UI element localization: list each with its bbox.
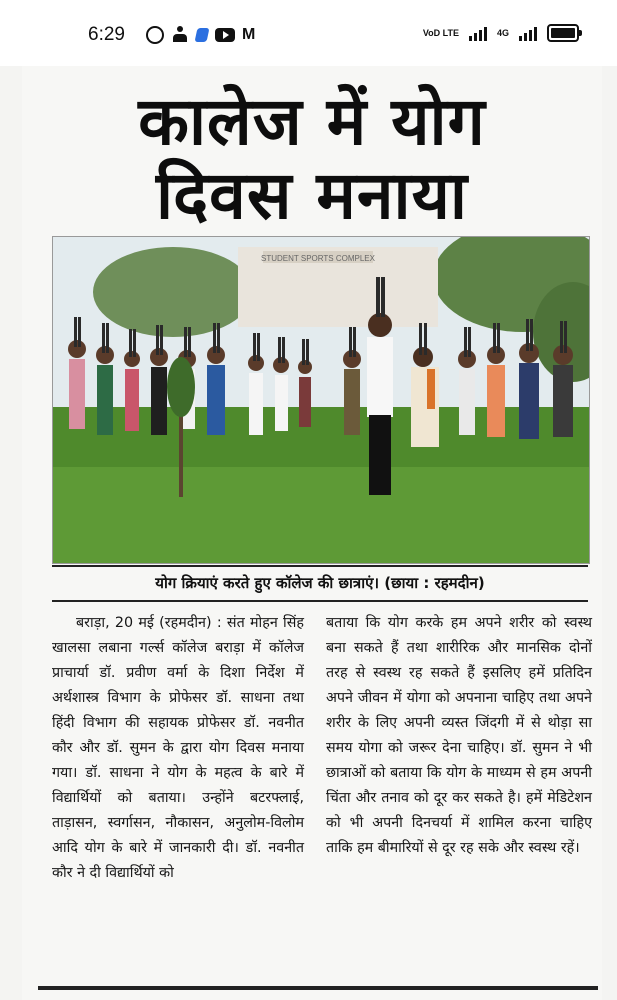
status-bar — [0, 0, 617, 66]
newspaper-clipping — [22, 66, 602, 1000]
signal-icon-2 — [519, 25, 537, 41]
notification-icons — [146, 26, 255, 44]
system-indicators — [423, 24, 579, 42]
article-text-col1: बराड़ा, 20 मई (रहमदीन) : संत मोहन सिंह खालसा लबाना गर्ल्स कॉलेज बराड़ा में कॉलेज प्राचार्या डॉ. प्रवीण वर्मा के दिशा निर्देश में अर्थशास्त्र विभाग के प्रोफेसर डॉ. साधना तथा हिंदी विभाग की सहायक प्रोफेसर डॉ. नवनीत कौर और डॉ. सुमन के द्वारा योग दिवस मनाया गया। डॉ. साधना ने योग के महत्व के बारे में विद्यार्थियों को बताया। उन्होंने बटरफ्लाई, ताड़ासन, स्वर्गासन, नौकासन, अनुलोम-विलोम आदि योग के बारे में जानकारी दी। डॉ. नवनीत कौर ने दी विद्यार्थियों को — [52, 615, 304, 881]
caption-rule-bottom — [52, 600, 588, 602]
whatsapp-icon — [146, 26, 164, 44]
bottom-rule — [38, 986, 598, 990]
caption-rule-top — [52, 565, 588, 567]
article-text-col2: बताया कि योग करके हम अपने शरीर को स्वस्थ बना सकते हैं तथा शारीरिक और मानसिक दोनों तरह से स्वस्थ रह सकते हैं इसलिए हमें प्रतिदिन अपने जीवन में योगा को अपनाना चाहिए तथा अपने शरीर के लिए अपनी व्यस्त जिंदगी में से थोड़ा सा समय योगा को जरूर देना चाहिए। डॉ. सुमन ने भी छात्राओं को बताया कि योग के माध्यम से हम अपनी चिंता और तनाव को दूर कर सकते है। हमें मेडिटेशन को भी अपनी दिनचर्या में शामिल करना चाहिए ताकि हम बीमारियों से दूर रह सके और स्वस्थ रहें। — [326, 615, 592, 856]
headline-line-2: दिवस मनाया — [156, 157, 468, 234]
article-column-2 — [326, 611, 592, 861]
blue-app-icon — [195, 28, 210, 42]
article-column-1 — [52, 611, 304, 886]
photo-caption: योग क्रियाएं करते हुए कॉलेज की छात्राएं। (छाया : रहमदीन) — [155, 574, 485, 592]
yoga-photo — [52, 236, 590, 564]
person-icon — [171, 26, 189, 44]
network-4g-icon: 4G — [496, 27, 509, 38]
headline-line-1: कालेज में योग — [138, 83, 486, 160]
volte-icon: VoD LTE — [422, 27, 459, 38]
battery-icon — [547, 24, 579, 42]
gmail-icon: M — [242, 26, 256, 43]
status-time: 6:29 — [88, 24, 125, 45]
youtube-icon — [215, 28, 235, 42]
photo-banner-text: STUDENT SPORTS COMPLEX — [261, 254, 375, 263]
signal-icon — [469, 25, 487, 41]
yoga-photo-illustration — [53, 237, 589, 563]
